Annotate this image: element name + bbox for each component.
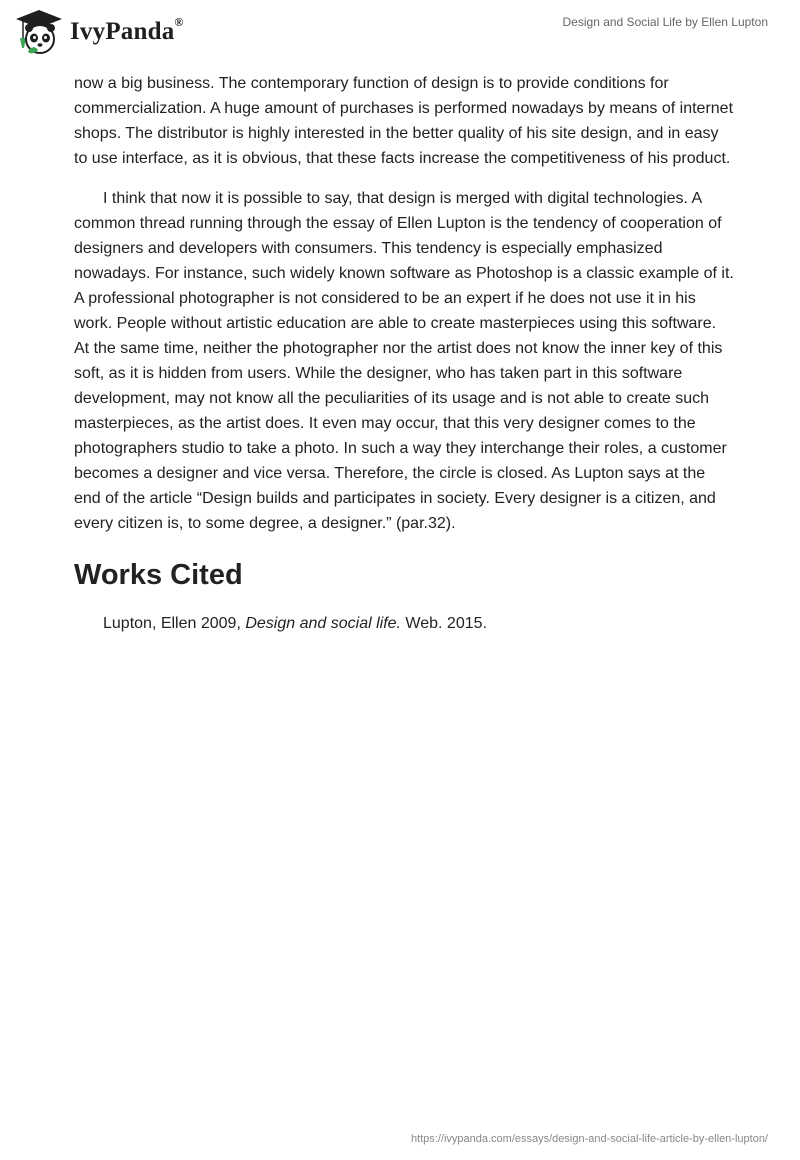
essay-paragraph-1: now a big business. The contemporary function of design is to provide conditions for commercialization. A huge amount of purchases is performed nowadays by means of internet shops. The distributor is highly interested in the better quality of his site design, and in easy to use interface, as it is obvious, that these facts increase the competitiveness of his product. bbox=[74, 75, 734, 167]
panda-graduate-icon bbox=[14, 8, 64, 56]
ivypanda-logo[interactable] bbox=[14, 8, 184, 56]
essay-content bbox=[74, 71, 734, 636]
citation-author-year: Lupton, Ellen 2009, bbox=[103, 615, 246, 632]
citation-title: Design and social life. bbox=[245, 615, 401, 632]
document-title: Design and Social Life by Ellen Lupton bbox=[562, 15, 768, 29]
source-url-link[interactable]: https://ivypanda.com/essays/design-and-social-life-article-by-ellen-lupton/ bbox=[410, 1133, 768, 1145]
brand-name: IvyPanda® bbox=[70, 14, 184, 45]
page-header bbox=[0, 0, 800, 66]
works-cited-heading: Works Cited bbox=[74, 559, 243, 591]
citation-suffix: Web. 2015. bbox=[400, 615, 487, 632]
citation-entry bbox=[103, 611, 734, 636]
essay-paragraph-2: I think that now it is possible to say, that design is merged with digital technologies. A common thread running through the essay of Ellen Lupton is the tendency of cooperation of designers and developers with consumers. This tendency is especially emphasized nowadays. For instance, such widely known software as Photoshop is a classic example of it. A professional photographer is not considered to be an expert if he does not use it in his work. People without artistic education are able to create masterpieces using this software. At the same time, neither the photographer nor the artist does not know the inner key of this soft, as it is hidden from users. While the designer, who has taken part in this software development, may not know all the peculiarities of its usage and is not able to create such masterpieces, as the artist does. It even may occur, that this very designer comes to the photographers studio to take a photo. In such a way they interchange their roles, a customer becomes a designer and vice versa. Therefore, the circle is closed. As Lupton says at the end of the article “Design builds and participates in society. Every designer is a citizen, and every citizen is, to some degree, a designer.” (par.32). bbox=[74, 190, 734, 532]
